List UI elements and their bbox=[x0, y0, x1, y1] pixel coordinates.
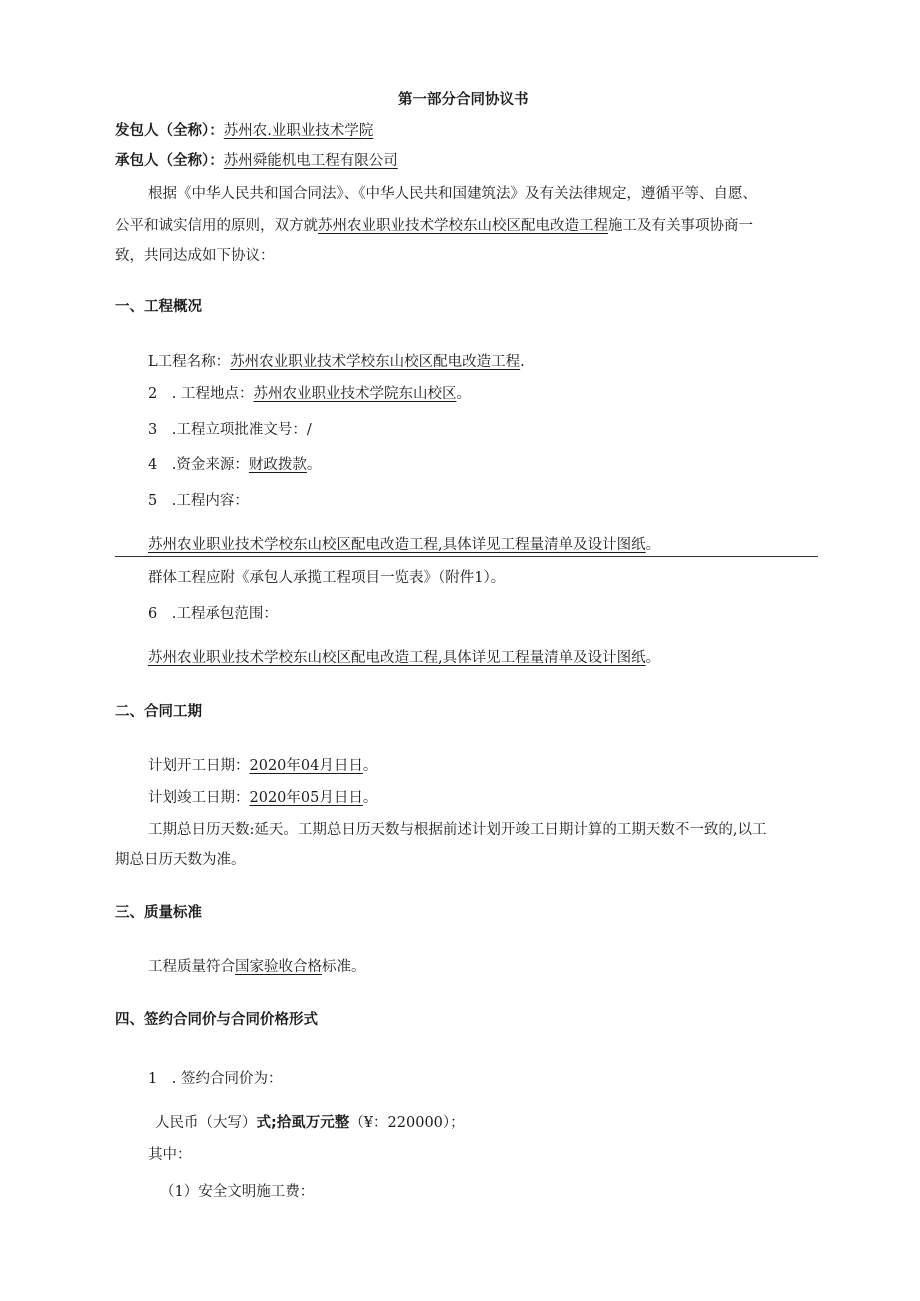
among-label: 其中： bbox=[148, 1147, 192, 1163]
page-title: 第一部分合同协议书 bbox=[398, 92, 529, 108]
duration-line-2: 期总日历天数为准。 bbox=[115, 852, 246, 868]
employer-line bbox=[115, 121, 373, 141]
planned-start-end: 。 bbox=[362, 758, 378, 774]
planned-start-item bbox=[148, 756, 377, 776]
group-note: 群体工程应附《承包人承揽工程项目一览表》（附件1）。 bbox=[148, 570, 506, 586]
funding-source-label: 4 .资金来源： bbox=[148, 457, 249, 473]
contractor-line bbox=[115, 151, 398, 171]
rmb-amount-line bbox=[155, 1113, 465, 1133]
project-content-value-line bbox=[148, 535, 660, 555]
contractor-label: 承包人（全称）： bbox=[115, 153, 224, 169]
quality-text-a: 工程质量符合 bbox=[148, 959, 235, 975]
project-name-end: . bbox=[520, 354, 525, 370]
project-location-end: 。 bbox=[456, 386, 471, 402]
contract-scope-value: 苏州农业职业技术学校东山校区配电改造工程,具体详见工程量清单及设计图纸 bbox=[148, 650, 646, 666]
approval-number-item: 3 .工程立项批准文号：/ bbox=[148, 422, 312, 438]
contractor-name: 苏州舜能机电工程有限公司 bbox=[223, 153, 398, 169]
funding-source-item bbox=[148, 455, 321, 475]
project-content-end: 。 bbox=[645, 537, 661, 553]
planned-start-value: 2020年04月日日 bbox=[249, 758, 363, 774]
intro-text-a: 公平和诚实信用的原则，双方就 bbox=[115, 218, 318, 234]
contract-scope-value-line bbox=[148, 648, 660, 668]
project-location-label: 2 . 工程地点： bbox=[148, 386, 254, 402]
safety-fee-label: （1）安全文明施工费： bbox=[160, 1184, 315, 1200]
employer-name: 苏州农.业职业技术学院 bbox=[223, 123, 374, 139]
project-name-item bbox=[148, 352, 525, 372]
content-rule bbox=[115, 556, 818, 557]
rmb-figure-amount: （¥：220000）； bbox=[349, 1115, 465, 1131]
contract-price-label: 1 . 签约合同价为： bbox=[148, 1071, 283, 1087]
planned-finish-end: 。 bbox=[362, 790, 378, 806]
planned-start-label: 计划开工日期： bbox=[148, 758, 250, 774]
section4-heading: 四、签约合同价与合同价格形式 bbox=[115, 1012, 318, 1028]
project-content-label: 5 .工程内容： bbox=[148, 493, 249, 509]
employer-label: 发包人（全称）： bbox=[115, 123, 224, 139]
intro-line-2 bbox=[115, 216, 753, 236]
quality-standard-value: 国家验收合格 bbox=[235, 959, 322, 975]
project-name-label: L工程名称： bbox=[148, 354, 231, 370]
intro-project-name: 苏州农业职业技术学校东山校区配电改造工程 bbox=[318, 218, 608, 234]
duration-line-1: 工期总日历天数:延天。工期总日历天数与根据前述计划开竣工日期计算的工期天数不一致的,以工 bbox=[148, 822, 767, 838]
section2-heading: 二、合同工期 bbox=[115, 704, 202, 720]
quality-text-b: 标准。 bbox=[322, 959, 366, 975]
section3-heading: 三、质量标准 bbox=[115, 905, 202, 921]
rmb-label: 人民币（大写） bbox=[155, 1115, 257, 1131]
project-location-value: 苏州农业职业技术学院东山校区 bbox=[253, 386, 457, 402]
funding-source-value: 财政拨款 bbox=[248, 457, 307, 473]
intro-text-b: 施工及有关事项协商一 bbox=[608, 218, 753, 234]
planned-finish-label: 计划竣工日期： bbox=[148, 790, 250, 806]
quality-standard-line bbox=[148, 957, 366, 977]
project-name-value: 苏州农业职业技术学校东山校区配电改造工程 bbox=[230, 354, 521, 370]
rmb-uppercase-amount: 式;拾虱万元整 bbox=[256, 1115, 350, 1131]
intro-line-3: 致，共同达成如下协议： bbox=[115, 248, 275, 264]
contract-scope-end: 。 bbox=[645, 650, 661, 666]
planned-finish-item bbox=[148, 788, 377, 808]
intro-line-1: 根据《中华人民共和国合同法》、《中华人民共和国建筑法》及有关法律规定，遵循平等、自愿、 bbox=[148, 186, 757, 202]
funding-source-end: 。 bbox=[306, 457, 322, 473]
project-content-value: 苏州农业职业技术学校东山校区配电改造工程,具体详见工程量清单及设计图纸 bbox=[148, 537, 646, 553]
planned-finish-value: 2020年05月日日 bbox=[249, 790, 363, 806]
project-location-item bbox=[148, 384, 471, 404]
section1-heading: 一、工程概况 bbox=[115, 299, 202, 315]
contract-scope-label: 6 .工程承包范围： bbox=[148, 606, 278, 622]
